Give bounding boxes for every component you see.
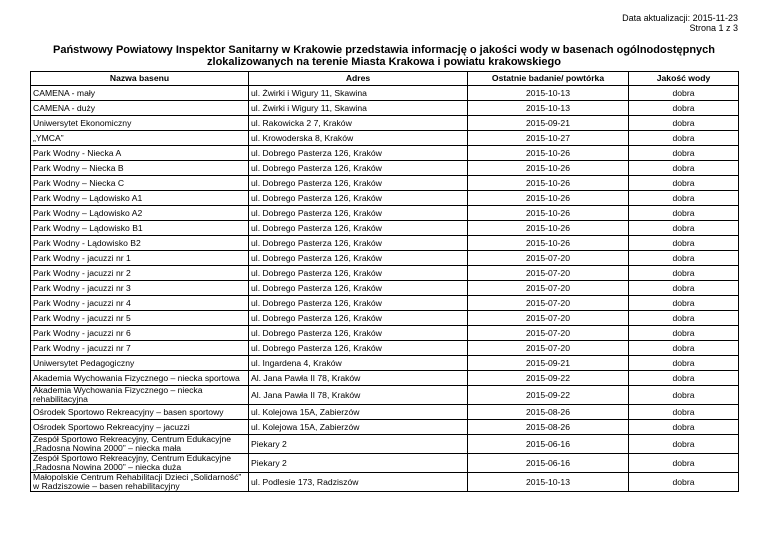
last-test-date-cell: 2015-07-20: [468, 296, 629, 311]
last-test-date-cell: 2015-07-20: [468, 341, 629, 356]
water-quality-cell: dobra: [629, 473, 739, 492]
column-header-address: Adres: [249, 72, 468, 86]
last-test-date-cell: 2015-09-22: [468, 371, 629, 386]
pool-name-cell: Zespół Sportowo Rekreacyjny, Centrum Edukacyjne „Radosna Nowina 2000” – niecka duża: [31, 454, 249, 473]
water-quality-cell: dobra: [629, 236, 739, 251]
last-test-date-cell: 2015-09-22: [468, 386, 629, 405]
table-row: [31, 341, 739, 356]
pool-name-cell: Akademia Wychowania Fizycznego – niecka sportowa: [31, 371, 249, 386]
pool-name-cell: Park Wodny - jacuzzi nr 7: [31, 341, 249, 356]
address-cell: ul. Dobrego Pasterza 126, Kraków: [249, 236, 468, 251]
address-cell: ul. Dobrego Pasterza 126, Kraków: [249, 326, 468, 341]
water-quality-cell: dobra: [629, 131, 739, 146]
last-test-date-cell: 2015-06-16: [468, 435, 629, 454]
address-cell: ul. Podlesie 173, Radziszów: [249, 473, 468, 492]
pool-name-cell: CAMENA - duży: [31, 101, 249, 116]
table-row: [31, 311, 739, 326]
last-test-date-cell: 2015-07-20: [468, 281, 629, 296]
table-row: [31, 206, 739, 221]
table-row: [31, 131, 739, 146]
page-title: Państwowy Powiatowy Inspektor Sanitarny w Krakowie przedstawia informację o jakości wody w basenach ogólnodostępnych zlokalizowanych na terenie Miasta Krakowa i powiatu krakowskiego: [53, 44, 715, 68]
address-cell: ul. Dobrego Pasterza 126, Kraków: [249, 191, 468, 206]
address-cell: ul. Dobrego Pasterza 126, Kraków: [249, 251, 468, 266]
address-cell: ul. Dobrego Pasterza 126, Kraków: [249, 176, 468, 191]
table-body: [31, 86, 739, 492]
last-test-date-cell: 2015-10-26: [468, 191, 629, 206]
pool-name-cell: Uniwersytet Ekonomiczny: [31, 116, 249, 131]
water-quality-cell: dobra: [629, 116, 739, 131]
table-row: [31, 356, 739, 371]
address-cell: Piekary 2: [249, 435, 468, 454]
pool-name-cell: Park Wodny - jacuzzi nr 2: [31, 266, 249, 281]
table-row: [31, 176, 739, 191]
pool-name-cell: Park Wodny – Lądowisko B1: [31, 221, 249, 236]
column-header-name: Nazwa basenu: [31, 72, 249, 86]
water-quality-cell: dobra: [629, 371, 739, 386]
last-test-date-cell: 2015-07-20: [468, 311, 629, 326]
water-quality-cell: dobra: [629, 251, 739, 266]
water-quality-cell: dobra: [629, 435, 739, 454]
address-cell: ul. Dobrego Pasterza 126, Kraków: [249, 206, 468, 221]
address-cell: ul. Kolejowa 15A, Zabierzów: [249, 405, 468, 420]
column-header-last-test: Ostatnie badanie/ powtórka: [468, 72, 629, 86]
water-quality-cell: dobra: [629, 221, 739, 236]
table-row: [31, 420, 739, 435]
water-quality-cell: dobra: [629, 341, 739, 356]
last-test-date-cell: 2015-09-21: [468, 116, 629, 131]
address-cell: Al. Jana Pawła II 78, Kraków: [249, 371, 468, 386]
pool-name-cell: Akademia Wychowania Fizycznego – niecka rehabilitacyjna: [31, 386, 249, 405]
address-cell: ul. Dobrego Pasterza 126, Kraków: [249, 161, 468, 176]
water-quality-cell: dobra: [629, 296, 739, 311]
last-test-date-cell: 2015-10-27: [468, 131, 629, 146]
table-row: [31, 454, 739, 473]
water-quality-cell: dobra: [629, 176, 739, 191]
last-test-date-cell: 2015-10-26: [468, 176, 629, 191]
table-row: [31, 116, 739, 131]
water-quality-cell: dobra: [629, 191, 739, 206]
address-cell: ul. Rakowicka 2 7, Kraków: [249, 116, 468, 131]
address-cell: ul. Dobrego Pasterza 126, Kraków: [249, 221, 468, 236]
last-test-date-cell: 2015-10-13: [468, 473, 629, 492]
table-row: [31, 191, 739, 206]
pool-name-cell: Park Wodny – Niecka C: [31, 176, 249, 191]
last-test-date-cell: 2015-08-26: [468, 405, 629, 420]
table-row: [31, 405, 739, 420]
last-test-date-cell: 2015-10-26: [468, 236, 629, 251]
table-row: [31, 146, 739, 161]
pool-name-cell: „YMCA”: [31, 131, 249, 146]
last-test-date-cell: 2015-10-26: [468, 161, 629, 176]
address-cell: ul. Krowoderska 8, Kraków: [249, 131, 468, 146]
address-cell: ul. Ingardena 4, Kraków: [249, 356, 468, 371]
last-test-date-cell: 2015-10-13: [468, 86, 629, 101]
last-test-date-cell: 2015-07-20: [468, 251, 629, 266]
pool-water-quality-table: [30, 71, 739, 492]
table-row: [31, 281, 739, 296]
last-test-date-cell: 2015-08-26: [468, 420, 629, 435]
pool-name-cell: Ośrodek Sportowo Rekreacyjny – jacuzzi: [31, 420, 249, 435]
table-row: [31, 296, 739, 311]
address-cell: ul. Kolejowa 15A, Zabierzów: [249, 420, 468, 435]
water-quality-cell: dobra: [629, 161, 739, 176]
table-row: [31, 266, 739, 281]
pool-name-cell: Park Wodny – Lądowisko A1: [31, 191, 249, 206]
pool-name-cell: Park Wodny – Niecka B: [31, 161, 249, 176]
address-cell: ul. Dobrego Pasterza 126, Kraków: [249, 296, 468, 311]
water-quality-cell: dobra: [629, 420, 739, 435]
column-header-quality: Jakość wody: [629, 72, 739, 86]
pool-name-cell: Park Wodny - Niecka A: [31, 146, 249, 161]
pool-name-cell: Park Wodny - jacuzzi nr 3: [31, 281, 249, 296]
table-row: [31, 161, 739, 176]
table-row: [31, 435, 739, 454]
last-test-date-cell: 2015-06-16: [468, 454, 629, 473]
address-cell: ul. Dobrego Pasterza 126, Kraków: [249, 311, 468, 326]
address-cell: ul. Dobrego Pasterza 126, Kraków: [249, 266, 468, 281]
pool-name-cell: Park Wodny - Lądowisko B2: [31, 236, 249, 251]
pool-name-cell: Park Wodny - jacuzzi nr 1: [31, 251, 249, 266]
address-cell: ul. Dobrego Pasterza 126, Kraków: [249, 341, 468, 356]
last-test-date-cell: 2015-07-20: [468, 326, 629, 341]
address-cell: Al. Jana Pawła II 78, Kraków: [249, 386, 468, 405]
address-cell: Piekary 2: [249, 454, 468, 473]
last-test-date-cell: 2015-10-26: [468, 206, 629, 221]
table-row: [31, 86, 739, 101]
address-cell: ul. Dobrego Pasterza 126, Kraków: [249, 146, 468, 161]
table-row: [31, 326, 739, 341]
last-test-date-cell: 2015-09-21: [468, 356, 629, 371]
water-quality-cell: dobra: [629, 454, 739, 473]
pool-name-cell: Park Wodny - jacuzzi nr 6: [31, 326, 249, 341]
update-date: Data aktualizacji: 2015-11-23: [622, 13, 738, 23]
water-quality-cell: dobra: [629, 356, 739, 371]
page-meta: [622, 13, 738, 33]
pool-name-cell: Park Wodny – Lądowisko A2: [31, 206, 249, 221]
water-quality-cell: dobra: [629, 405, 739, 420]
table-row: [31, 251, 739, 266]
pool-name-cell: Uniwersytet Pedagogiczny: [31, 356, 249, 371]
table-row: [31, 473, 739, 492]
address-cell: ul. Żwirki i Wigury 11, Skawina: [249, 86, 468, 101]
pool-name-cell: Park Wodny - jacuzzi nr 4: [31, 296, 249, 311]
pool-name-cell: Zespół Sportowo Rekreacyjny, Centrum Edukacyjne „Radosna Nowina 2000” – niecka mała: [31, 435, 249, 454]
table-row: [31, 236, 739, 251]
water-quality-cell: dobra: [629, 281, 739, 296]
last-test-date-cell: 2015-10-26: [468, 221, 629, 236]
table-row: [31, 371, 739, 386]
page-number: Strona 1 z 3: [689, 23, 738, 33]
water-quality-cell: dobra: [629, 206, 739, 221]
last-test-date-cell: 2015-10-26: [468, 146, 629, 161]
address-cell: ul. Żwirki i Wigury 11, Skawina: [249, 101, 468, 116]
water-quality-cell: dobra: [629, 266, 739, 281]
water-quality-cell: dobra: [629, 101, 739, 116]
last-test-date-cell: 2015-07-20: [468, 266, 629, 281]
table-row: [31, 221, 739, 236]
pool-name-cell: CAMENA - mały: [31, 86, 249, 101]
pool-name-cell: Małopolskie Centrum Rehabilitacji Dzieci „Solidarność” w Radziszowie – basen rehabilitacyjny: [31, 473, 249, 492]
last-test-date-cell: 2015-10-13: [468, 101, 629, 116]
water-quality-cell: dobra: [629, 146, 739, 161]
water-quality-cell: dobra: [629, 326, 739, 341]
water-quality-cell: dobra: [629, 86, 739, 101]
water-quality-cell: dobra: [629, 311, 739, 326]
pool-name-cell: Park Wodny - jacuzzi nr 5: [31, 311, 249, 326]
table-row: [31, 101, 739, 116]
water-quality-cell: dobra: [629, 386, 739, 405]
address-cell: ul. Dobrego Pasterza 126, Kraków: [249, 281, 468, 296]
table-header-row: [31, 72, 739, 86]
table-row: [31, 386, 739, 405]
pool-name-cell: Ośrodek Sportowo Rekreacyjny – basen sportowy: [31, 405, 249, 420]
